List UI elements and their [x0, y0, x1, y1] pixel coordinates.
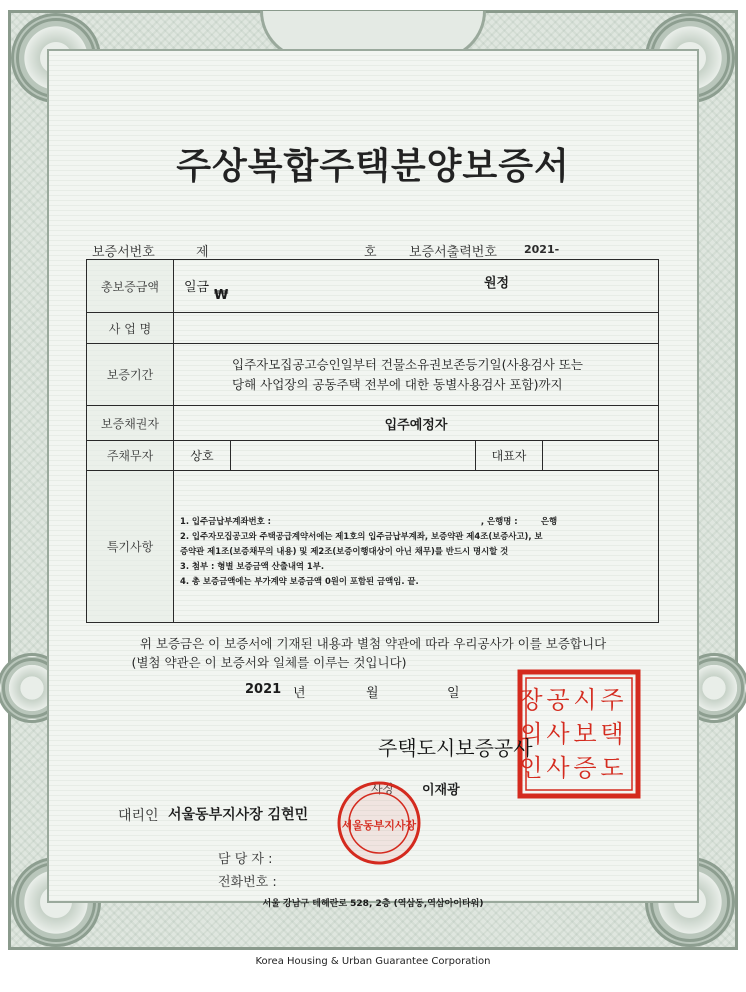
- trade-name-value: [231, 441, 476, 471]
- svg-text:시: 시: [573, 686, 597, 714]
- month-unit: 월: [366, 686, 379, 701]
- agent-label: 대리인: [118, 808, 159, 824]
- svg-text:인: 인: [519, 754, 543, 782]
- svg-text:장: 장: [519, 686, 543, 714]
- branch-round-seal: [336, 780, 422, 866]
- special-notes: [174, 471, 659, 623]
- trade-name-label: 상호: [174, 441, 231, 471]
- period-line-2: 당해 사업장의 공동주택 전부에 대한 동별사용검사 포함)까지: [232, 376, 563, 392]
- print-number-value: 2021-: [524, 243, 560, 256]
- representative-label: 대표자: [476, 441, 543, 471]
- guarantee-statement: 위 보증금은 이 보증서에 기재된 내용과 별첨 약관에 따라 우리공사가 이를 보증합니다: [139, 636, 607, 651]
- corporation-english-name: Korea Housing & Urban Guarantee Corporation: [255, 956, 491, 967]
- svg-text:보: 보: [573, 720, 597, 748]
- document-title: 주상복합주택분양보증서: [176, 146, 570, 187]
- special-note-line: 증약관 제1조(보증채무의 내용) 및 제2조(보증이행대상이 아닌 채무)를 반드시 명시할 것: [180, 546, 509, 556]
- manager-label: 담 당 자 :: [218, 852, 273, 867]
- period-label: 보증기간: [87, 344, 174, 406]
- corporate-square-seal: [516, 668, 642, 800]
- special-note-line: 4. 총 보증금액에는 부가계약 보증금액 0원이 포함된 금액임. 끝.: [180, 576, 419, 586]
- amount-label: 총보증금액: [87, 260, 174, 313]
- issuer-corporation: 주택도시보증공사: [378, 736, 533, 760]
- creditor-value: 입주예정자: [174, 406, 659, 441]
- issue-year: 2021: [245, 682, 282, 697]
- svg-text:의: 의: [519, 720, 543, 748]
- special-note-line: 3. 첨부 : 형별 보증금액 산출내역 1부.: [180, 561, 325, 571]
- creditor-label: 보증채권자: [87, 406, 174, 441]
- special-notes-label: 특기사항: [87, 471, 174, 623]
- cert-number-label: 보증서번호: [92, 245, 155, 260]
- svg-text:사: 사: [546, 754, 570, 782]
- amount-prefix: 일금: [184, 280, 210, 295]
- svg-text:서울동부지사장: 서울동부지사장: [341, 819, 417, 832]
- project-value: [174, 313, 659, 344]
- guarantee-details-table: [86, 259, 659, 623]
- svg-text:증: 증: [573, 754, 597, 782]
- debtor-label: 주채무자: [87, 441, 174, 471]
- period-value: [174, 344, 659, 406]
- phone-label: 전화번호 :: [218, 875, 277, 890]
- svg-text:택: 택: [600, 720, 624, 748]
- cert-number-suffix: 호: [364, 245, 377, 260]
- representative-value: [543, 441, 659, 471]
- year-unit: 년: [293, 686, 306, 701]
- amount-cell: [174, 260, 659, 313]
- svg-text:사: 사: [546, 720, 570, 748]
- issuer-address: 서울 강남구 테헤란로 528, 2층 (역삼동,역삼아이타워): [262, 899, 484, 909]
- special-note-line: 2. 입주자모집공고와 주택공급계약서에는 제1호의 입주금납부계좌, 보증약관 제4조(보증사고), 보: [180, 531, 543, 541]
- period-line-1: 입주자모집공고승인일부터 건물소유권보존등기일(사용검사 또는: [232, 356, 583, 372]
- agent-name: 서울동부지사장 김현민: [168, 807, 309, 823]
- project-label: 사 업 명: [87, 313, 174, 344]
- ceo-name: 이재광: [422, 783, 460, 798]
- currency-symbol: ₩: [214, 288, 229, 303]
- day-unit: 일: [447, 686, 460, 701]
- print-number-label: 보증서출력번호: [409, 245, 497, 260]
- cert-number-prefix: 제: [196, 245, 209, 260]
- amount-suffix: 원정: [484, 276, 510, 291]
- special-note-line: 1. 입주금납부계좌번호 : , 은행명 : 은행: [180, 516, 558, 526]
- svg-text:공: 공: [546, 686, 570, 714]
- guarantee-note: (별첨 약관은 이 보증서와 일체를 이루는 것입니다): [131, 655, 407, 670]
- svg-text:도: 도: [600, 754, 624, 782]
- svg-text:주: 주: [600, 686, 624, 714]
